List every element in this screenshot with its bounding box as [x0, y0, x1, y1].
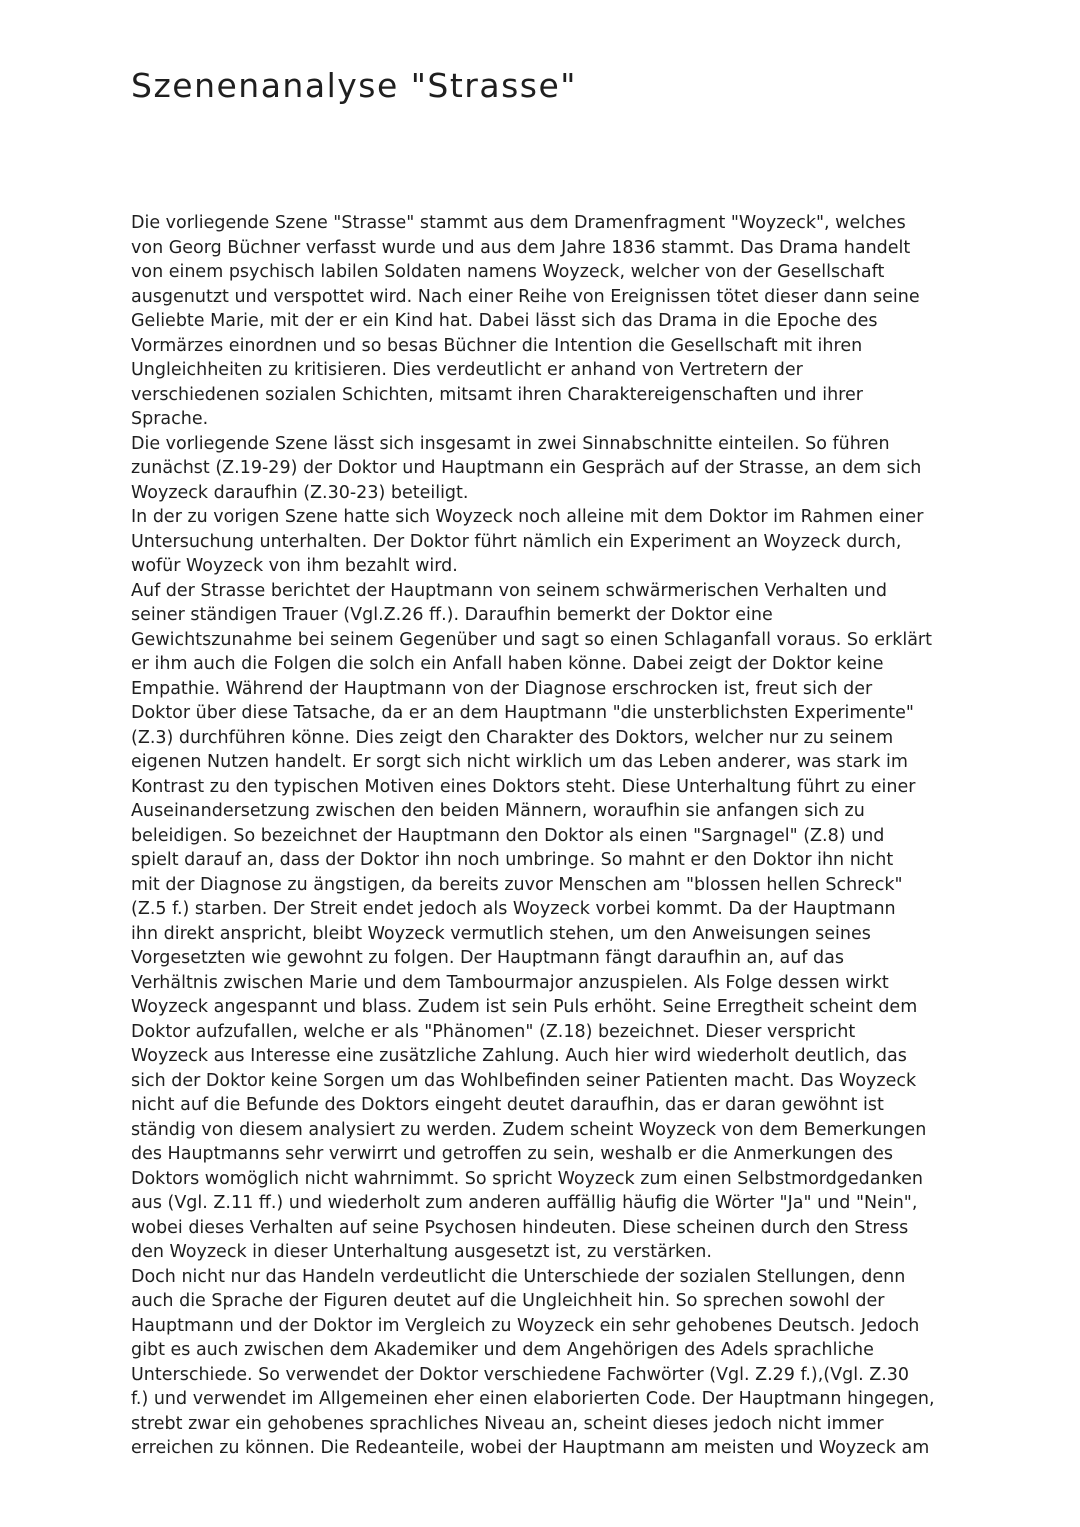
- text-line: Ungleichheiten zu kritisieren. Dies verdeutlicht er anhand von Vertretern der: [131, 360, 803, 380]
- text-line: Woyzeck daraufhin (Z.30-23) beteiligt.: [131, 482, 469, 503]
- text-line: Untersuchung unterhalten. Der Doktor führt nämlich ein Experiment an Woyzeck durch,: [131, 531, 902, 552]
- text-line: f.) und verwendet im Allgemeinen eher einen elaborierten Code. Der Hauptmann hingegen,: [131, 1389, 935, 1409]
- text-line: sich der Doktor keine Sorgen um das Wohlbefinden seiner Patienten macht. Das Woyzeck: [131, 1070, 917, 1091]
- text-line: Doktors womöglich nicht wahrnimmt. So spricht Woyzeck zum einen Selbstmordgedanken: [131, 1168, 923, 1189]
- text-line: Vormärzes einordnen und so besas Büchner die Intention die Gesellschaft mit ihren: [131, 335, 863, 356]
- text-line: Geliebte Marie, mit der er ein Kind hat. Dabei lässt sich das Drama in die Epoche des: [131, 311, 878, 331]
- text-line: von einem psychisch labilen Soldaten namens Woyzeck, welcher von der Gesellschaft: [131, 262, 885, 282]
- text-line: ausgenutzt und verspottet wird. Nach einer Reihe von Ereignissen tötet dieser dann seine: [131, 286, 920, 307]
- text-line: Vorgesetzten wie gewohnt zu folgen. Der Hauptmann fängt daraufhin an, auf das: [131, 948, 844, 968]
- text-line: nicht auf die Befunde des Doktors eingeht deutet daraufhin, das er daran gewöhnt ist: [131, 1095, 884, 1115]
- text-line: ihn direkt anspricht, bleibt Woyzeck vermutlich stehen, um den Anweisungen seines: [131, 923, 871, 944]
- text-line: Doktor über diese Tatsache, da er an dem Hauptmann "die unsterblichsten Experimente": [131, 703, 914, 723]
- text-line: Woyzeck angespannt und blass. Zudem ist sein Puls erhöht. Seine Erregtheit scheint dem: [131, 997, 918, 1017]
- text-line: wobei dieses Verhalten auf seine Psychosen hindeuten. Diese scheinen durch den Stress: [131, 1217, 909, 1238]
- text-line: gibt es auch zwischen dem Akademiker und dem Angehörigen des Adels sprachliche: [131, 1340, 874, 1360]
- text-line: des Hauptmanns sehr verwirrt und getroffen zu sein, weshalb er die Anmerkungen des: [131, 1144, 893, 1164]
- text-line: Unterschiede. So verwendet der Doktor verschiedene Fachwörter (Vgl. Z.29 f.),(Vgl. Z.30: [131, 1364, 910, 1385]
- text-line: Woyzeck aus Interesse eine zusätzliche Zahlung. Auch hier wird wiederholt deutlich, das: [131, 1046, 907, 1066]
- text-line: Auf der Strasse berichtet der Hauptmann von seinem schwärmerischen Verhalten und: [131, 580, 887, 601]
- text-line: Hauptmann und der Doktor im Vergleich zu Woyzeck ein sehr gehobenes Deutsch. Jedoch: [131, 1315, 920, 1336]
- text-line: erreichen zu können. Die Redeanteile, wobei der Hauptmann am meisten und Woyzeck am: [131, 1438, 930, 1458]
- text-line: strebt zwar ein gehobenes sprachliches Niveau an, scheint dieses jedoch nicht immer: [131, 1413, 884, 1434]
- text-line: Kontrast zu den typischen Motiven eines Doktors steht. Diese Unterhaltung führt zu einer: [131, 776, 916, 797]
- text-line: er ihm auch die Folgen die solch ein Anfall haben könne. Dabei zeigt der Doktor keine: [131, 654, 884, 674]
- text-line: Auseinandersetzung zwischen den beiden Männern, woraufhin sie anfangen sich zu: [131, 801, 865, 821]
- text-line: seiner ständigen Trauer (Vgl.Z.26 ff.). Daraufhin bemerkt der Doktor eine: [131, 605, 773, 625]
- text-line: auch die Sprache der Figuren deutet auf die Ungleichheit hin. So sprechen sowohl der: [131, 1291, 885, 1311]
- text-line: Die vorliegende Szene lässt sich insgesamt in zwei Sinnabschnitte einteilen. So führen: [131, 433, 890, 454]
- page-title: Szenenanalyse "Strasse": [131, 66, 577, 105]
- text-line: Verhältnis zwischen Marie und dem Tambourmajor anzuspielen. Als Folge dessen wirkt: [131, 972, 889, 993]
- text-line: Empathie. Während der Hauptmann von der Diagnose erschrocken ist, freut sich der: [131, 678, 873, 699]
- text-line: wofür Woyzeck von ihm bezahlt wird.: [131, 556, 458, 576]
- text-line: Doch nicht nur das Handeln verdeutlicht die Unterschiede der sozialen Stellungen, denn: [131, 1266, 906, 1287]
- text-line: aus (Vgl. Z.11 ff.) und wiederholt zum anderen auffällig häufig die Wörter "Ja" und "Nein",: [131, 1193, 918, 1213]
- text-line: mit der Diagnose zu ängstigen, da bereits zuvor Menschen am "blossen hellen Schreck": [131, 874, 903, 895]
- text-line: Die vorliegende Szene "Strasse" stammt aus dem Dramenfragment "Woyzeck", welches: [131, 213, 906, 233]
- text-line: den Woyzeck in dieser Unterhaltung ausgesetzt ist, zu verstärken.: [131, 1242, 712, 1262]
- text-line: ständig von diesem analysiert zu werden. Zudem scheint Woyzeck von dem Bemerkungen: [131, 1119, 927, 1140]
- text-line: Gewichtszunahme bei seinem Gegenüber und sagt so einen Schlaganfall voraus. So erklärt: [131, 629, 932, 650]
- text-line: beleidigen. So bezeichnet der Hauptmann den Doktor als einen "Sargnagel" (Z.8) und: [131, 825, 885, 846]
- text-line: In der zu vorigen Szene hatte sich Woyzeck noch alleine mit dem Doktor im Rahmen einer: [131, 507, 924, 527]
- text-line: Sprache.: [131, 409, 209, 429]
- text-line: zunächst (Z.19-29) der Doktor und Hauptmann ein Gespräch auf der Strasse, an dem sich: [131, 458, 922, 478]
- text-line: von Georg Büchner verfasst wurde und aus dem Jahre 1836 stammt. Das Drama handelt: [131, 237, 911, 258]
- essay-body: [131, 211, 961, 1461]
- text-line: (Z.3) durchführen könne. Dies zeigt den Charakter des Doktors, welcher nur zu seinem: [131, 727, 894, 748]
- text-line: spielt darauf an, dass der Doktor ihn noch umbringe. So mahnt er den Doktor ihn nicht: [131, 850, 894, 870]
- text-line: (Z.5 f.) starben. Der Streit endet jedoch als Woyzeck vorbei kommt. Da der Hauptmann: [131, 899, 896, 919]
- text-line: verschiedenen sozialen Schichten, mitsamt ihren Charaktereigenschaften und ihrer: [131, 384, 863, 405]
- text-line: Doktor aufzufallen, welche er als "Phänomen" (Z.18) bezeichnet. Dieser verspricht: [131, 1021, 856, 1042]
- text-line: eigenen Nutzen handelt. Er sorgt sich nicht wirklich um das Leben anderer, was stark im: [131, 752, 908, 772]
